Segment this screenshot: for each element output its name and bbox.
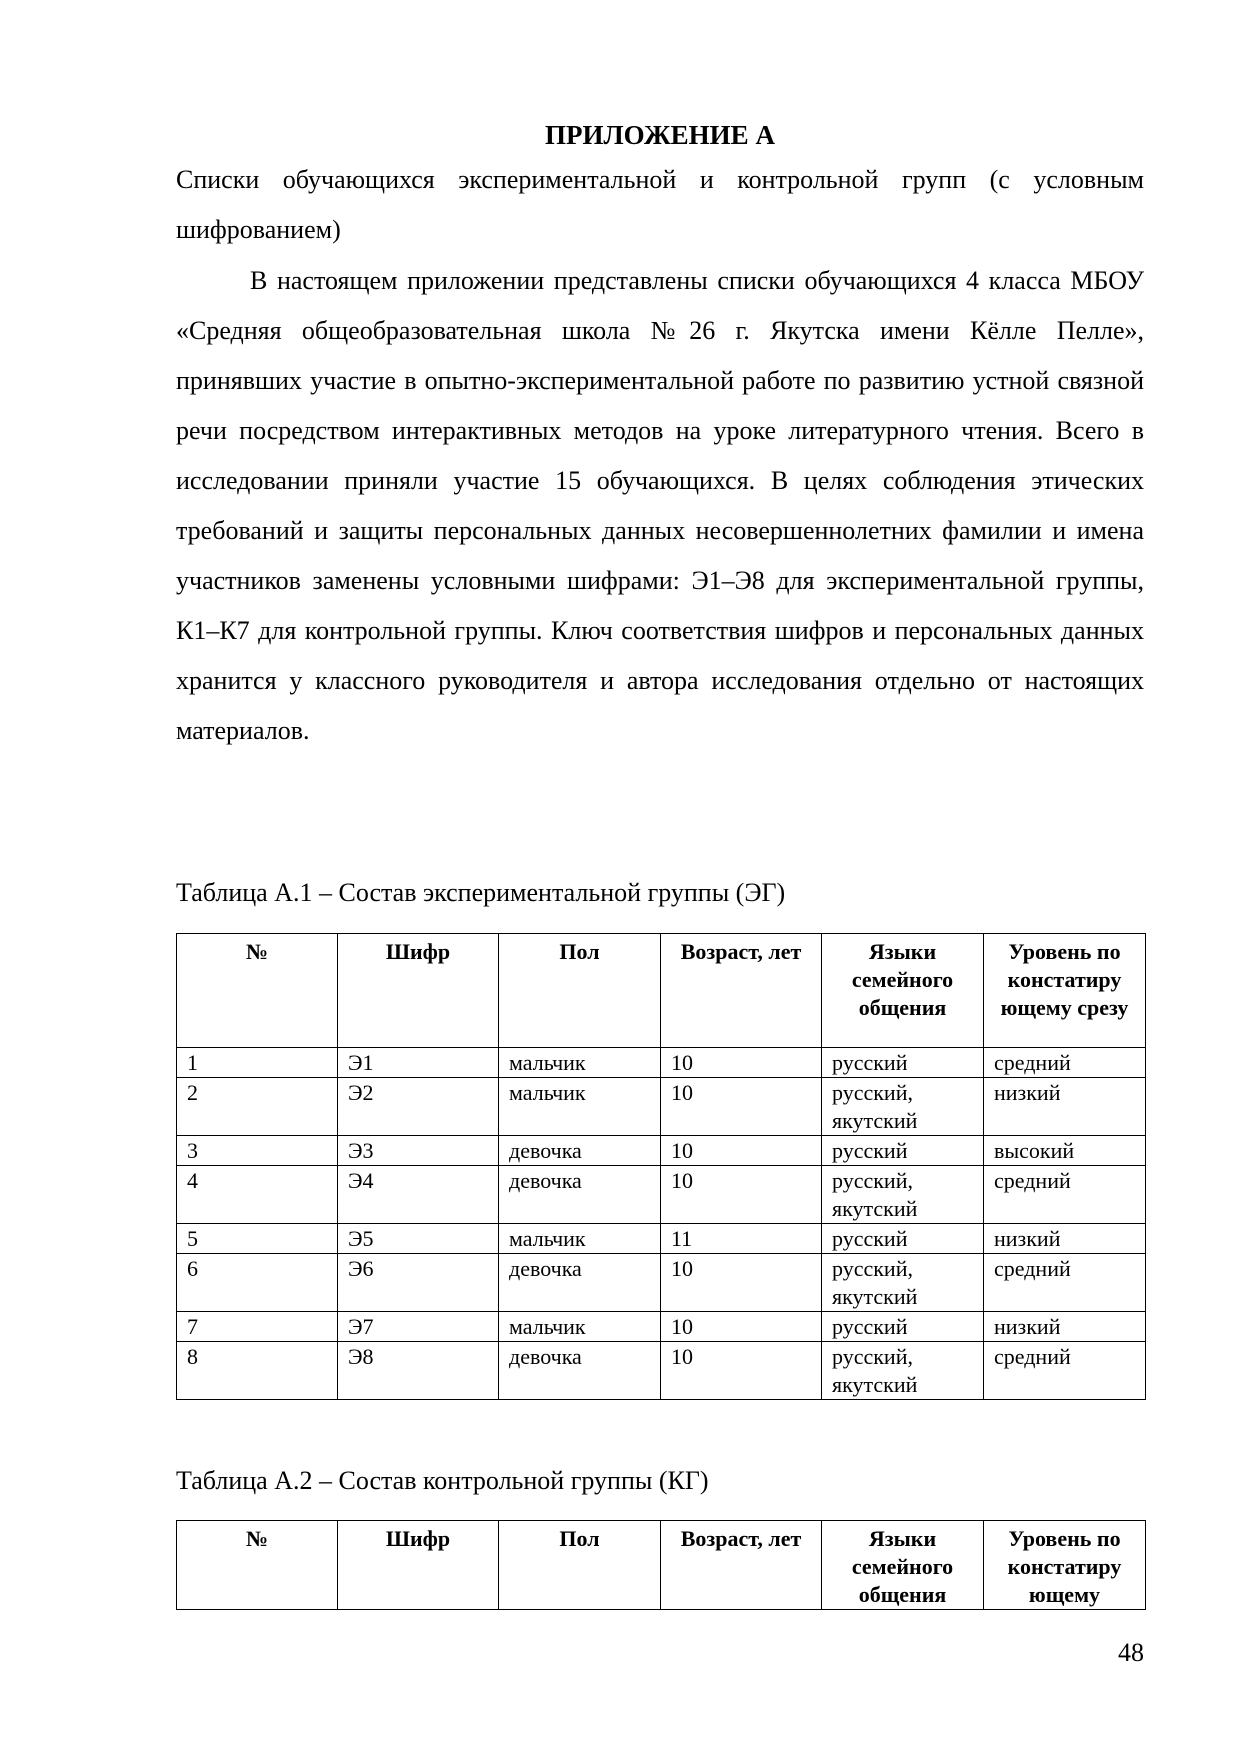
cell-age: 10: [661, 1078, 822, 1136]
table-row: [177, 1078, 1146, 1136]
cell-number: 7: [177, 1312, 338, 1342]
cell-languages: русский: [822, 1224, 984, 1254]
cell-number: 2: [177, 1078, 338, 1136]
cell-number: 3: [177, 1136, 338, 1166]
cell-code: Э4: [338, 1166, 499, 1224]
cell-age: 10: [661, 1136, 822, 1166]
cell-number: 5: [177, 1224, 338, 1254]
cell-level: высокий: [984, 1136, 1146, 1166]
table-header-row: [177, 934, 1146, 1048]
cell-age: 10: [661, 1254, 822, 1312]
cell-languages: русский: [822, 1312, 984, 1342]
experimental-group-table: [176, 933, 1146, 1400]
cell-code: Э8: [338, 1342, 499, 1400]
header-cell-level: Уровень по констатиру ющему срезу: [984, 934, 1146, 1048]
cell-gender: девочка: [499, 1136, 661, 1166]
cell-gender: мальчик: [499, 1224, 661, 1254]
cell-number: 4: [177, 1166, 338, 1224]
cell-code: Э1: [338, 1048, 499, 1078]
cell-code: Э2: [338, 1078, 499, 1136]
table-row: [177, 1254, 1146, 1312]
cell-gender: девочка: [499, 1254, 661, 1312]
control-group-table: [176, 1520, 1146, 1610]
table-header-row: [177, 1521, 1146, 1610]
table-row: [177, 1312, 1146, 1342]
header-cell-number: №: [177, 934, 338, 1048]
cell-languages: русский, якутский: [822, 1254, 984, 1312]
cell-gender: мальчик: [499, 1048, 661, 1078]
cell-level: средний: [984, 1048, 1146, 1078]
header-cell-code: Шифр: [338, 1521, 499, 1610]
cell-code: Э6: [338, 1254, 499, 1312]
cell-level: средний: [984, 1254, 1146, 1312]
appendix-heading: ПРИЛОЖЕНИЕ А: [545, 120, 775, 150]
cell-age: 11: [661, 1224, 822, 1254]
cell-languages: русский: [822, 1136, 984, 1166]
cell-code: Э7: [338, 1312, 499, 1342]
header-cell-age: Возраст, лет: [661, 934, 822, 1048]
cell-level: средний: [984, 1166, 1146, 1224]
cell-number: 1: [177, 1048, 338, 1078]
header-cell-languages: Языки семейного общения: [822, 1521, 984, 1610]
cell-level: низкий: [984, 1312, 1146, 1342]
table-row: [177, 1342, 1146, 1400]
header-cell-code: Шифр: [338, 934, 499, 1048]
table1-caption: Таблица А.1 – Состав экспериментальной группы (ЭГ): [176, 878, 786, 907]
cell-number: 8: [177, 1342, 338, 1400]
table-row: [177, 1166, 1146, 1224]
cell-level: средний: [984, 1342, 1146, 1400]
table2-caption: Таблица А.2 – Состав контрольной группы (КГ): [176, 1466, 709, 1495]
table-row: [177, 1224, 1146, 1254]
body-paragraph: В настоящем приложении представлены списки обучающихся 4 класса МБОУ «Средняя общеобразовательная школа №26 г. Якутска имени Кёлле Пелле», принявших участие в опытно-экспериментальной работе по развитию устной связной речи посредством интерактивных методов на уроке литературного чтения. Всего в исследовании приняли участие 15 обучающихся. В целях соблюдения этических требований и защиты персональных данных несовершеннолетних фамилии и имена участников заменены условными шифрами: Э1–Э8 для экспериментальной группы, К1–К7 для контрольной группы. Ключ соответствия шифров и персональных данных хранится у классного руководителя и автора исследования отдельно от настоящих материалов.: [176, 266, 1144, 745]
header-cell-age: Возраст, лет: [661, 1521, 822, 1610]
header-cell-gender: Пол: [499, 1521, 661, 1610]
cell-languages: русский, якутский: [822, 1166, 984, 1224]
cell-languages: русский, якутский: [822, 1342, 984, 1400]
cell-level: низкий: [984, 1078, 1146, 1136]
header-cell-number: №: [177, 1521, 338, 1610]
page-number: 48: [1118, 1638, 1144, 1667]
cell-level: низкий: [984, 1224, 1146, 1254]
cell-age: 10: [661, 1312, 822, 1342]
cell-age: 10: [661, 1166, 822, 1224]
cell-gender: девочка: [499, 1342, 661, 1400]
cell-languages: русский, якутский: [822, 1078, 984, 1136]
cell-languages: русский: [822, 1048, 984, 1078]
table-row: [177, 1048, 1146, 1078]
cell-gender: мальчик: [499, 1312, 661, 1342]
header-cell-languages: Языки семейного общения: [822, 934, 984, 1048]
header-cell-level: Уровень по констатиру ющему: [984, 1521, 1146, 1610]
cell-gender: девочка: [499, 1166, 661, 1224]
cell-code: Э3: [338, 1136, 499, 1166]
cell-number: 6: [177, 1254, 338, 1312]
header-cell-gender: Пол: [499, 934, 661, 1048]
cell-age: 10: [661, 1048, 822, 1078]
cell-code: Э5: [338, 1224, 499, 1254]
table-row: [177, 1136, 1146, 1166]
cell-age: 10: [661, 1342, 822, 1400]
appendix-subtitle: Списки обучающихся экспериментальной и контрольной групп (с условным шифрованием): [176, 165, 1144, 244]
cell-gender: мальчик: [499, 1078, 661, 1136]
